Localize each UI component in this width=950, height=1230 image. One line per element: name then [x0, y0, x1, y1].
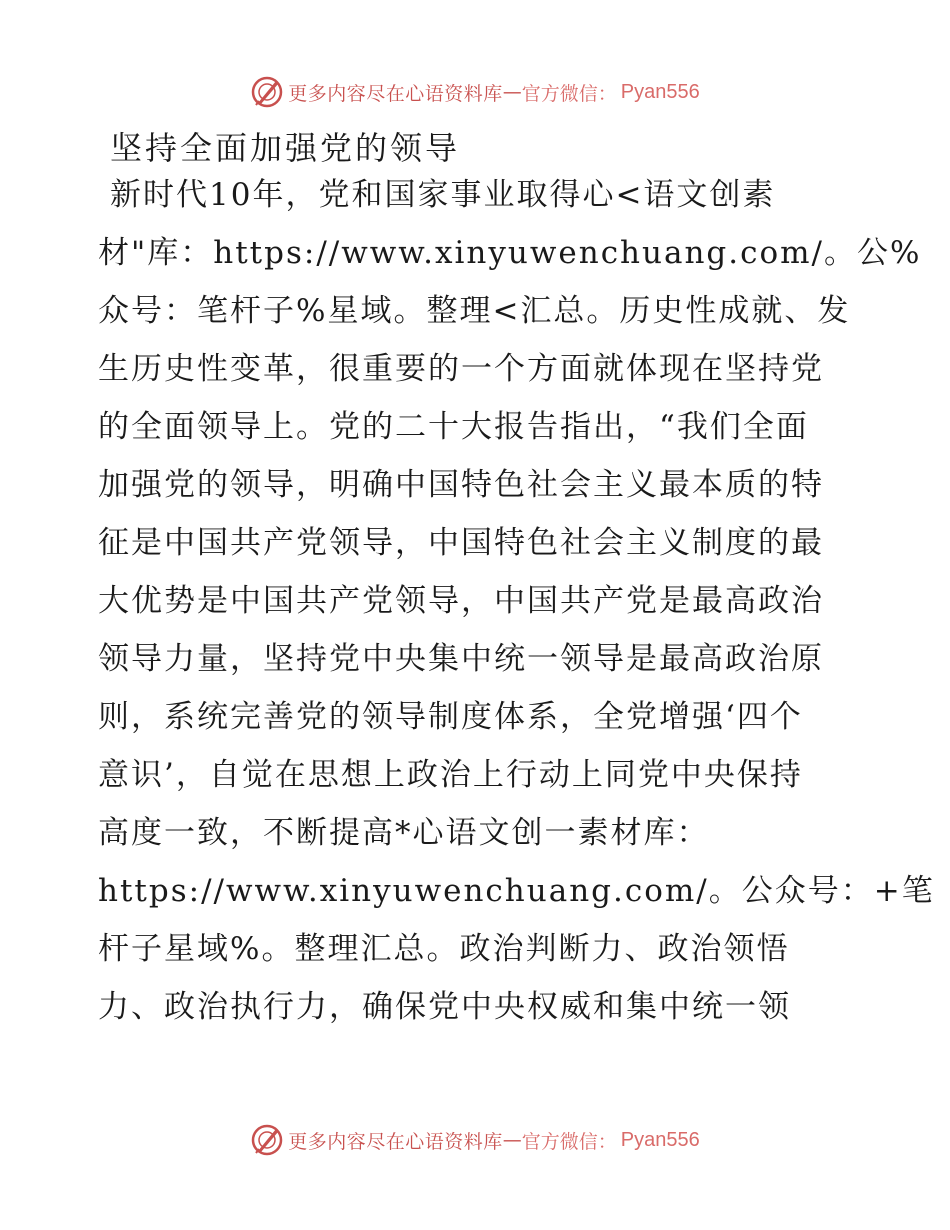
quill-pen-logo-icon	[250, 75, 284, 109]
quill-pen-logo-icon	[250, 1123, 284, 1157]
body-line: 杆子星域%。整理汇总。政治判断力、政治领悟	[98, 931, 790, 967]
body-line: 领导力量，坚持党中央集中统一领导是最高政治原	[98, 641, 824, 677]
footer-wechat-label: 官方微信：	[521, 1130, 617, 1153]
document-title: 坚持全面加强党的领导	[110, 129, 461, 167]
document-body	[98, 166, 935, 1036]
body-line: 大优势是中国共产党领导，中国共产党是最高政治	[98, 583, 824, 619]
body-line: 新时代10年，党和国家事业取得心<语文创素	[110, 177, 776, 213]
body-line: https://www.xinyuwenchuang.com/。公众号：+笔	[98, 873, 935, 909]
footer-wechat-id: Pyan556	[620, 1128, 700, 1151]
header-banner	[0, 72, 950, 112]
footer-site-text: 更多内容尽在心语资料库	[288, 1130, 503, 1153]
body-line: 意识’，自觉在思想上政治上行动上同党中央保持	[98, 757, 803, 793]
body-line: 力、政治执行力，确保党中央权威和集中统一领	[98, 989, 791, 1025]
body-line: 生历史性变革，很重要的一个方面就体现在坚持党	[98, 351, 824, 387]
body-line: 则，系统完善党的领导制度体系，全党增强‘四个	[98, 699, 803, 735]
header-wechat-label: 官方微信：	[521, 82, 617, 105]
footer-separator: —	[502, 1129, 522, 1151]
body-line: 高度一致，不断提高*心语文创一素材库：	[98, 815, 710, 851]
header-site-text: 更多内容尽在心语资料库	[288, 82, 503, 105]
body-line: 材"库：https://www.xinyuwenchuang.com/。公%	[98, 235, 922, 271]
body-line: 的全面领导上。党的二十大报告指出，“我们全面	[98, 409, 809, 445]
header-wechat-id: Pyan556	[620, 80, 700, 103]
body-line: 众号：笔杆子%星域。整理<汇总。历史性成就、发	[98, 293, 851, 329]
header-separator: —	[502, 81, 522, 103]
footer-banner	[0, 1120, 950, 1160]
body-line: 征是中国共产党领导，中国特色社会主义制度的最	[98, 525, 824, 561]
body-line: 加强党的领导，明确中国特色社会主义最本质的特	[98, 467, 824, 503]
